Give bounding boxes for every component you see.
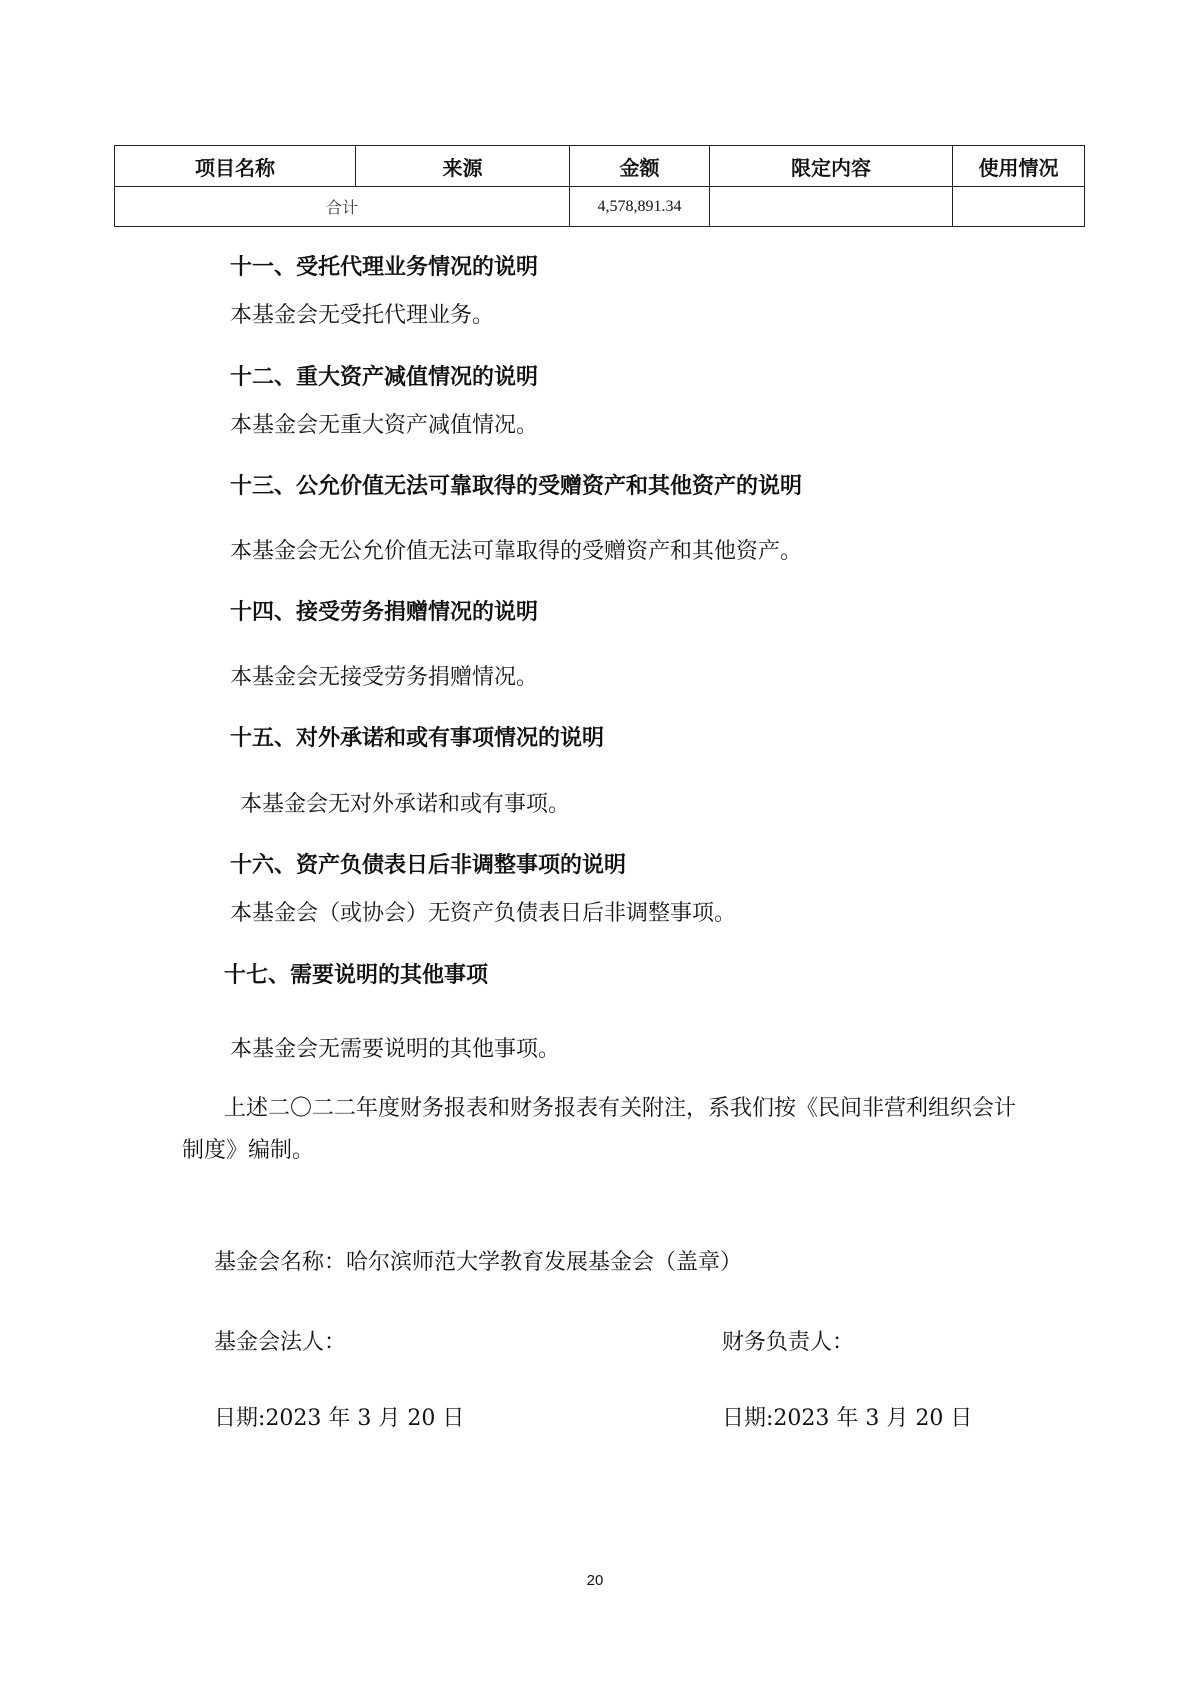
header-project-name: 项目名称: [115, 146, 356, 187]
section-17-body: 本基金会无需要说明的其他事项。: [230, 1037, 561, 1062]
section-14-title: 十四、接受劳务捐赠情况的说明: [230, 600, 539, 625]
foundation-name: 基金会名称：哈尔滨师范大学教育发展基金会（盖章）: [214, 1250, 743, 1275]
section-15-title: 十五、对外承诺和或有事项情况的说明: [230, 726, 605, 751]
restricted-funds-table: [114, 145, 1085, 227]
legal-representative-label: 基金会法人：: [214, 1330, 347, 1355]
header-usage: 使用情况: [953, 146, 1085, 187]
section-11-title: 十一、受托代理业务情况的说明: [230, 255, 539, 280]
table-header-row: [115, 146, 1085, 187]
total-usage-cell: [953, 187, 1085, 227]
closing-statement: 上述二〇二二年度财务报表和财务报表有关附注，系我们按《民间非营利组织会计制度》编制。: [182, 1096, 1017, 1163]
header-source: 来源: [356, 146, 570, 187]
section-12-body: 本基金会无重大资产减值情况。: [230, 413, 539, 438]
total-label: 合计: [115, 187, 570, 227]
section-16-body: 本基金会（或协会）无资产负债表日后非调整事项。: [230, 901, 737, 926]
section-17-title: 十七、需要说明的其他事项: [224, 963, 489, 988]
date-right: 日期:2023 年 3 月 20 日: [722, 1406, 973, 1431]
finance-head-label: 财务负责人：: [722, 1330, 855, 1355]
section-13-title: 十三、公允价值无法可靠取得的受赠资产和其他资产的说明: [230, 474, 803, 499]
header-restricted-content: 限定内容: [710, 146, 953, 187]
section-12-title: 十二、重大资产减值情况的说明: [230, 365, 539, 390]
total-restricted-cell: [710, 187, 953, 227]
page-number: 20: [586, 1572, 604, 1589]
total-amount: 4,578,891.34: [570, 187, 710, 227]
section-13-body: 本基金会无公允价值无法可靠取得的受赠资产和其他资产。: [230, 539, 803, 564]
section-11-body: 本基金会无受托代理业务。: [230, 303, 495, 328]
date-left: 日期:2023 年 3 月 20 日: [214, 1406, 465, 1431]
section-16-title: 十六、资产负债表日后非调整事项的说明: [230, 853, 627, 878]
section-15-body: 本基金会无对外承诺和或有事项。: [240, 792, 571, 817]
section-14-body: 本基金会无接受劳务捐赠情况。: [230, 665, 539, 690]
header-amount: 金额: [570, 146, 710, 187]
table-row-total: [115, 187, 1085, 227]
